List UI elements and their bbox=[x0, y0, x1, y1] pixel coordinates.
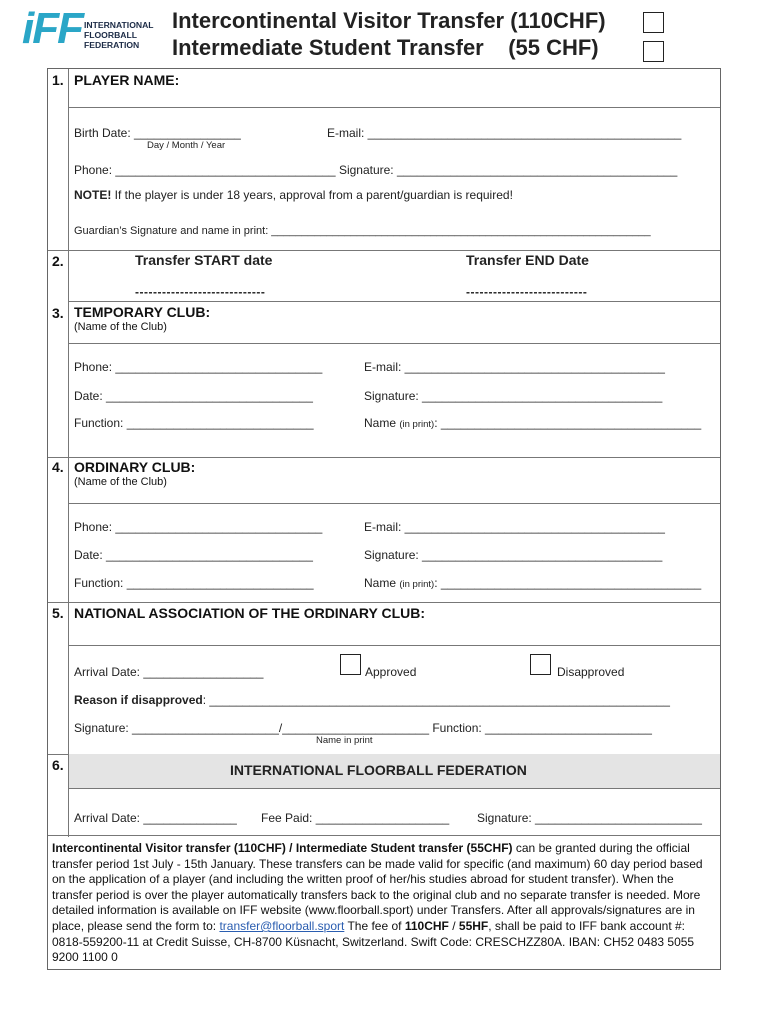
ordinary-club-subtitle: (Name of the Club) bbox=[74, 476, 167, 488]
approved-checkbox[interactable] bbox=[340, 654, 361, 675]
temp-phone-field[interactable]: Phone: _______________________________ bbox=[74, 360, 323, 374]
player-name-heading: PLAYER NAME: bbox=[74, 72, 180, 88]
divider bbox=[69, 503, 720, 504]
birth-date-field[interactable]: Birth Date: ________________ bbox=[74, 126, 241, 140]
disapproved-label: Disapproved bbox=[557, 665, 625, 679]
student-transfer-checkbox[interactable] bbox=[643, 41, 664, 62]
guardian-signature-field[interactable]: Guardian’s Signature and name in print: ______________________________________________________________ bbox=[74, 225, 651, 237]
ord-signature-field[interactable]: Signature: ____________________________________ bbox=[364, 548, 663, 562]
note-text: The fee of bbox=[344, 918, 405, 933]
approved-label: Approved bbox=[365, 665, 417, 679]
note-text: / bbox=[448, 918, 459, 933]
disapproved-checkbox[interactable] bbox=[530, 654, 551, 675]
visitor-transfer-checkbox[interactable] bbox=[643, 12, 664, 33]
note-text: , shall be paid to IFF bank account #: 0818-559200-11 at Credit Suisse, CH-8700 Küsnacht, Switzerland. Swift Code: CRESCHZZ80A. IBAN: CH52 0483 5055 9200 1100 0 bbox=[52, 918, 695, 965]
name-hint: (in print) bbox=[399, 419, 435, 430]
logo-line: FLOORBALL bbox=[84, 30, 137, 40]
iff-logo bbox=[18, 4, 158, 56]
iff-logo-text bbox=[84, 20, 154, 50]
section-number: 4. bbox=[52, 459, 64, 475]
nat-arrival-date-field[interactable]: Arrival Date: __________________ bbox=[74, 665, 264, 679]
logo-line: FEDERATION bbox=[84, 40, 140, 50]
date-format-hint: Day / Month / Year bbox=[147, 140, 226, 151]
guardian-note bbox=[74, 188, 513, 202]
section-number: 3. bbox=[52, 305, 64, 321]
reason-disapproved-field[interactable] bbox=[74, 693, 670, 707]
temp-name-field[interactable] bbox=[364, 416, 701, 430]
logo-line: INTERNATIONAL bbox=[84, 20, 154, 30]
divider bbox=[48, 602, 720, 603]
name-label: Name bbox=[364, 416, 397, 430]
temp-date-field[interactable]: Date: _______________________________ bbox=[74, 389, 313, 403]
section-number: 2. bbox=[52, 253, 64, 269]
ord-email-field[interactable]: E-mail: _______________________________________ bbox=[364, 520, 665, 534]
temporary-club-subtitle: (Name of the Club) bbox=[74, 321, 167, 333]
ord-date-field[interactable]: Date: _______________________________ bbox=[74, 548, 313, 562]
note-text: can be granted during the official transfer period 1st July - 15th January. These transfers can be made valid for specific (and maximum) 60 day period based on the application of a player (and including the written proof of her/his studies abroad for student transfer). When the transfer period is over the player automatically transfers back to the original club and no separate transfer is needed. More detailed information is available on IFF website (www.floorball.sport) under Transfers. After all approvals/signatures are in place, please send the form to: bbox=[52, 841, 703, 933]
name-hint: (in print) bbox=[399, 579, 435, 590]
name-line: : _______________________________________ bbox=[434, 576, 702, 590]
transfer-info-note bbox=[52, 841, 716, 966]
temp-email-field[interactable]: E-mail: _______________________________________ bbox=[364, 360, 665, 374]
section-number: 6. bbox=[52, 757, 64, 773]
note-text: If the player is under 18 years, approval from a parent/guardian is required! bbox=[111, 188, 513, 202]
number-column bbox=[48, 69, 69, 837]
iff-arrival-date-field[interactable]: Arrival Date: ______________ bbox=[74, 811, 237, 825]
reason-line: : _____________________________________________________________________ bbox=[202, 693, 670, 707]
note-bold-heading: Intercontinental Visitor transfer (110CHF) / Intermediate Student transfer (55CHF) bbox=[52, 841, 513, 855]
divider bbox=[69, 107, 720, 108]
title-visitor-transfer: Intercontinental Visitor Transfer (110CHF) bbox=[172, 8, 606, 33]
note-label: NOTE! bbox=[74, 188, 112, 202]
transfer-end-field[interactable]: --------------------------- bbox=[466, 285, 588, 299]
divider bbox=[48, 835, 720, 836]
divider bbox=[48, 250, 720, 251]
transfer-end-label: Transfer END Date bbox=[466, 252, 589, 268]
ord-function-field[interactable]: Function: ____________________________ bbox=[74, 576, 314, 590]
title-student-transfer: Intermediate Student Transfer (55 CHF) bbox=[172, 35, 599, 60]
name-line: : _______________________________________ bbox=[434, 416, 702, 430]
national-association-heading: NATIONAL ASSOCIATION OF THE ORDINARY CLUB: bbox=[74, 605, 426, 621]
reason-label: Reason if disapproved bbox=[74, 693, 203, 707]
divider bbox=[69, 788, 720, 789]
divider bbox=[69, 343, 720, 344]
divider bbox=[69, 645, 720, 646]
fee-110: 110CHF bbox=[404, 918, 449, 933]
temp-function-field[interactable]: Function: ____________________________ bbox=[74, 416, 314, 430]
iff-section-heading: INTERNATIONAL FLOORBALL FEDERATION bbox=[230, 762, 527, 778]
iff-signature-field[interactable]: Signature: _________________________ bbox=[477, 811, 702, 825]
player-email-field[interactable]: E-mail: _______________________________________________ bbox=[327, 126, 682, 140]
transfer-form bbox=[47, 68, 721, 970]
divider bbox=[69, 301, 720, 302]
section-number: 5. bbox=[52, 605, 64, 621]
transfer-start-field[interactable]: ----------------------------- bbox=[135, 285, 266, 299]
divider bbox=[48, 457, 720, 458]
transfer-start-label: Transfer START date bbox=[135, 252, 273, 268]
name-label: Name bbox=[364, 576, 397, 590]
name-in-print-hint: Name in print bbox=[316, 735, 373, 746]
temporary-club-heading: TEMPORARY CLUB: bbox=[74, 304, 211, 320]
section-number: 1. bbox=[52, 72, 64, 88]
iff-logo-mark: iFF bbox=[22, 4, 82, 53]
ord-name-field[interactable] bbox=[364, 576, 701, 590]
iff-fee-paid-field[interactable]: Fee Paid: ____________________ bbox=[261, 811, 450, 825]
phone-signature-field[interactable]: Phone: _________________________________ Signature: __________________________________________ bbox=[74, 163, 678, 177]
nat-signature-function-field[interactable]: Signature: ______________________/______________________ Function: _________________________ bbox=[74, 721, 652, 735]
transfer-email-link[interactable]: transfer@floorball.sport bbox=[219, 918, 345, 933]
fee-55: 55HF bbox=[458, 918, 489, 933]
ordinary-club-heading: ORDINARY CLUB: bbox=[74, 459, 196, 475]
temp-signature-field[interactable]: Signature: ____________________________________ bbox=[364, 389, 663, 403]
ord-phone-field[interactable]: Phone: _______________________________ bbox=[74, 520, 323, 534]
